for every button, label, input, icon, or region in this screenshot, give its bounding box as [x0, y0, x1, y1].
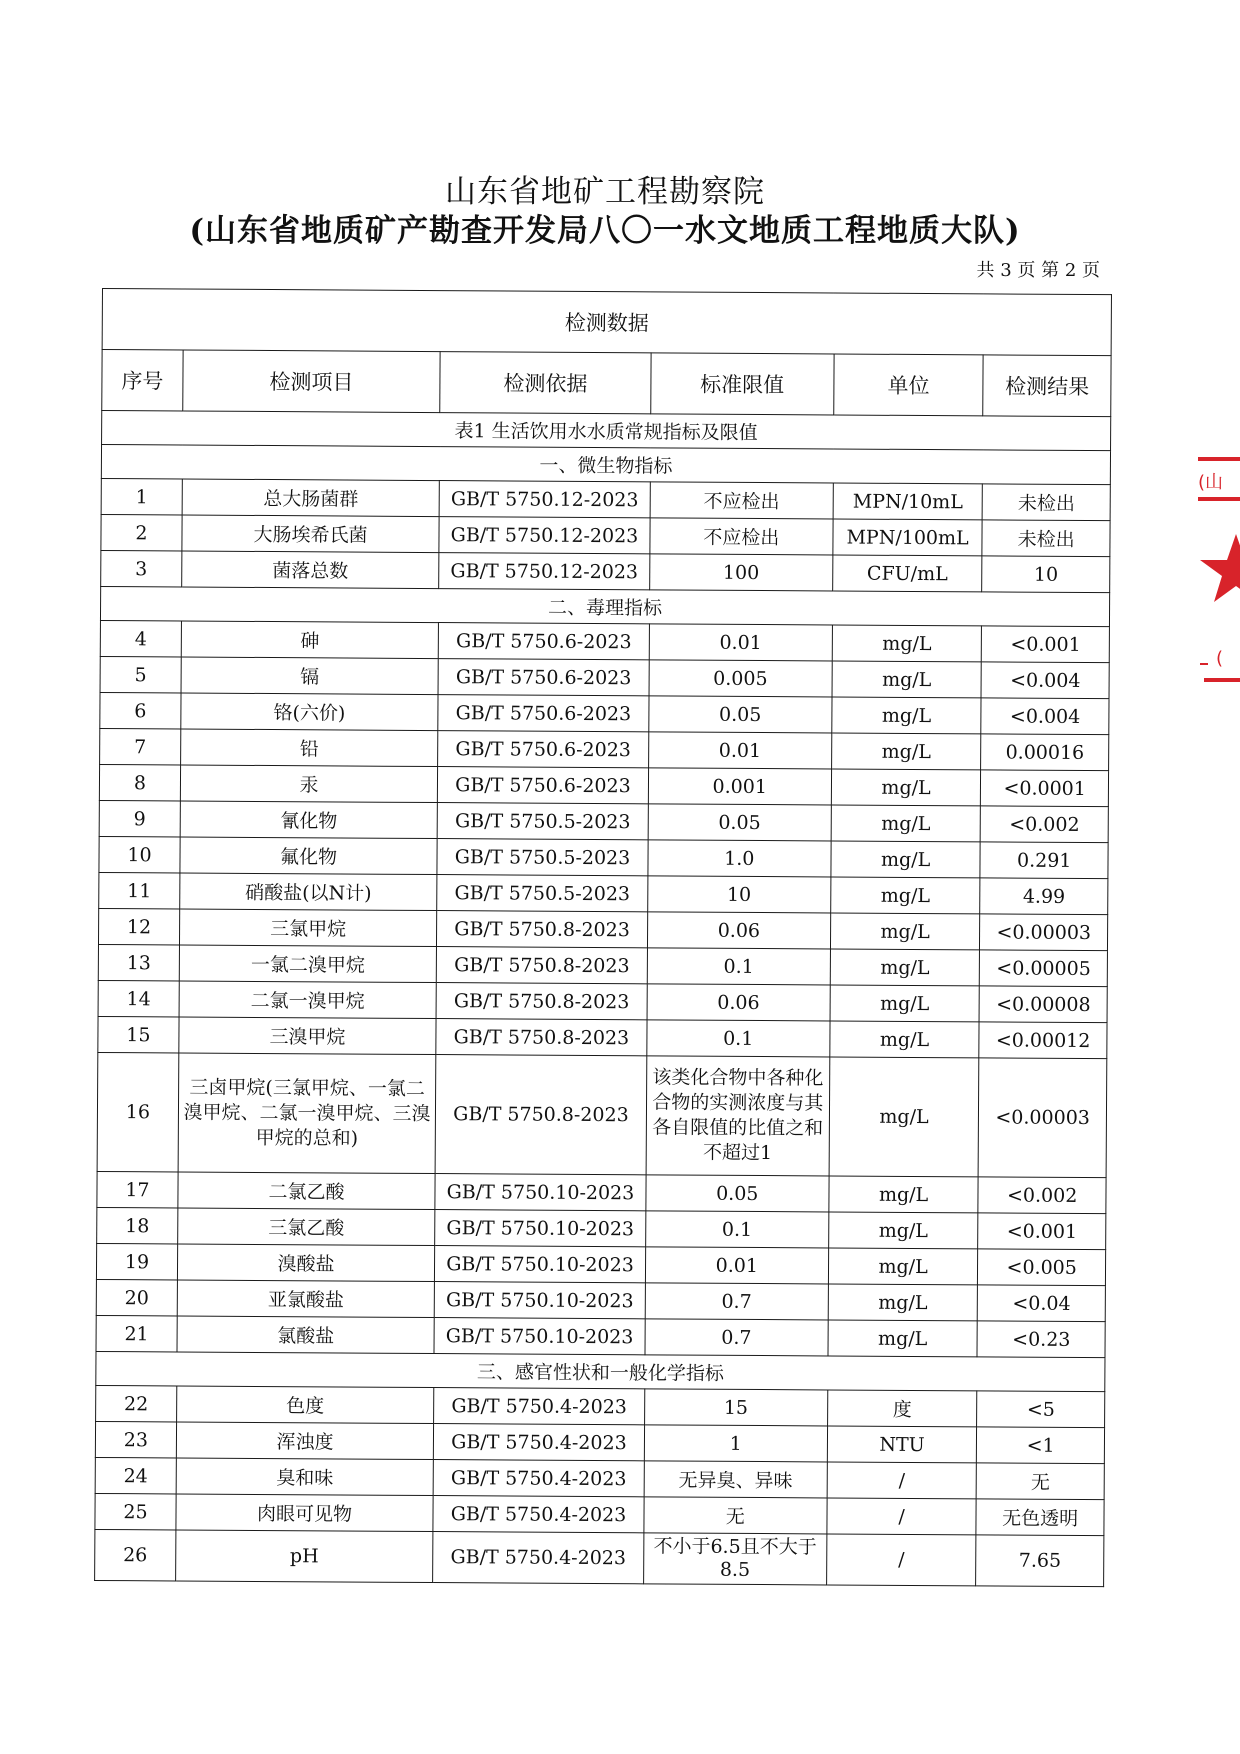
cell-no: 7 [100, 728, 181, 764]
cell-item: 镉 [181, 657, 438, 695]
cell-result: 7.65 [976, 1535, 1104, 1587]
table-row [97, 1171, 1106, 1213]
cell-unit: NTU [827, 1426, 977, 1463]
cell-item: 硝酸盐(以N计) [180, 873, 437, 911]
cell-result: <1 [977, 1427, 1105, 1464]
table-title: 表1 生活饮用水水质常规指标及限值 [102, 411, 1111, 451]
cell-method: GB/T 5750.12-2023 [439, 481, 650, 518]
cell-item: 臭和味 [176, 1458, 433, 1496]
cell-result: <0.004 [981, 698, 1109, 735]
cell-result: 未检出 [983, 484, 1111, 521]
cell-method: GB/T 5750.5-2023 [437, 875, 648, 912]
cell-limit: 0.005 [649, 660, 832, 697]
cell-method: GB/T 5750.4-2023 [434, 1424, 645, 1461]
institute-title: 山东省地矿工程勘察院 [445, 174, 765, 210]
cell-result: 无 [977, 1463, 1105, 1500]
cell-limit: 0.01 [645, 1247, 828, 1284]
cell-item: 二氯一溴甲烷 [179, 981, 436, 1019]
cell-no: 4 [100, 620, 181, 656]
cell-unit: mg/L [828, 1248, 978, 1285]
cell-item: pH [176, 1530, 434, 1583]
cell-no: 25 [95, 1493, 176, 1529]
cell-result: <0.002 [978, 1177, 1106, 1214]
table-row [95, 1421, 1104, 1463]
cell-result: 0.00016 [981, 734, 1109, 771]
table-row [99, 836, 1108, 878]
cell-method: GB/T 5750.4-2023 [433, 1532, 644, 1584]
institute-subtitle: (山东省地质矿产勘查开发局八〇一水文地质工程地质大队) [189, 213, 1021, 249]
cell-result: <0.04 [978, 1285, 1106, 1322]
cell-method: GB/T 5750.12-2023 [439, 517, 650, 554]
table-row [95, 1457, 1104, 1499]
cell-no: 13 [98, 944, 179, 980]
cell-limit: 0.1 [647, 948, 830, 985]
cell-item: 三卤甲烷(三氯甲烷、一氯二溴甲烷、二氯一溴甲烷、三溴甲烷的总和) [178, 1053, 436, 1174]
seal-text-top: (山 [1198, 472, 1224, 493]
cell-result: <0.005 [978, 1249, 1106, 1286]
cell-no: 15 [98, 1016, 179, 1052]
cell-no: 22 [96, 1385, 177, 1421]
cell-no: 16 [97, 1052, 179, 1171]
cell-method: GB/T 5750.10-2023 [435, 1210, 646, 1247]
cell-limit: 0.01 [648, 732, 831, 769]
table-row [99, 872, 1108, 914]
cell-item: 三溴甲烷 [179, 1017, 436, 1055]
cell-method: GB/T 5750.4-2023 [433, 1460, 644, 1497]
cell-result: <0.0001 [981, 770, 1109, 807]
cell-unit: mg/L [828, 1212, 978, 1249]
cell-no: 2 [101, 514, 182, 550]
cell-item: 大肠埃希氏菌 [182, 515, 439, 553]
table-row [96, 1279, 1105, 1321]
cell-method: GB/T 5750.6-2023 [438, 695, 649, 732]
cell-no: 12 [98, 908, 179, 944]
cell-limit: 0.06 [647, 984, 830, 1021]
column-header-method: 检测依据 [440, 352, 651, 414]
cell-item: 肉眼可见物 [176, 1494, 433, 1532]
cell-method: GB/T 5750.10-2023 [435, 1246, 646, 1283]
cell-item: 色度 [177, 1386, 434, 1424]
table-row [101, 514, 1110, 556]
table-row [100, 728, 1109, 770]
cell-no: 1 [101, 478, 182, 514]
cell-result: <0.004 [981, 662, 1109, 699]
cell-unit: MPN/100mL [833, 519, 983, 556]
cell-unit: mg/L [830, 913, 980, 950]
column-header-no: 序号 [102, 350, 183, 411]
cell-no: 20 [96, 1279, 177, 1315]
cell-result: <0.00008 [979, 986, 1107, 1023]
cell-no: 23 [95, 1421, 176, 1457]
cell-limit: 0.06 [647, 912, 830, 949]
cell-method: GB/T 5750.10-2023 [435, 1174, 646, 1211]
seal-stamp-fragment-bottom [1196, 640, 1240, 686]
cell-result: <0.00003 [980, 914, 1108, 951]
cell-method: GB/T 5750.4-2023 [433, 1496, 644, 1533]
cell-limit: 不小于6.5且不大于8.5 [643, 1533, 826, 1585]
cell-method: GB/T 5750.8-2023 [436, 947, 647, 984]
table-row [101, 478, 1110, 520]
cell-item: 氰化物 [180, 801, 437, 839]
cell-unit: mg/L [830, 1021, 980, 1058]
cell-no: 5 [100, 656, 181, 692]
cell-limit: 0.7 [645, 1283, 828, 1320]
cell-no: 10 [99, 836, 180, 872]
cell-result: 4.99 [980, 878, 1108, 915]
table-row [96, 1385, 1105, 1427]
cell-limit: 0.7 [645, 1319, 828, 1356]
cell-unit: / [827, 1462, 977, 1499]
cell-unit: 度 [827, 1390, 977, 1427]
cell-item: 铅 [181, 729, 438, 767]
cell-method: GB/T 5750.8-2023 [437, 911, 648, 948]
cell-unit: MPN/10mL [833, 483, 983, 520]
cell-no: 19 [96, 1243, 177, 1279]
table-row [97, 1052, 1107, 1177]
cell-method: GB/T 5750.10-2023 [434, 1282, 645, 1319]
cell-result: <0.001 [982, 626, 1110, 663]
cell-unit: mg/L [831, 769, 981, 806]
table-row [99, 764, 1108, 806]
cell-result: <0.00005 [980, 950, 1108, 987]
cell-item: 浑浊度 [176, 1422, 433, 1460]
cell-method: GB/T 5750.8-2023 [436, 983, 647, 1020]
cell-limit: 10 [648, 876, 831, 913]
cell-result: 无色透明 [976, 1499, 1104, 1536]
cell-limit: 0.05 [648, 804, 831, 841]
cell-limit: 0.001 [648, 768, 831, 805]
seal-stamp-fragment-top [1196, 455, 1240, 503]
cell-result: 未检出 [982, 520, 1110, 557]
cell-unit: / [827, 1498, 977, 1535]
cell-method: GB/T 5750.8-2023 [435, 1055, 646, 1175]
cell-result: <0.002 [981, 806, 1109, 843]
table-header-row [102, 350, 1111, 417]
cell-unit: mg/L [831, 805, 981, 842]
table-row [96, 1315, 1105, 1357]
cell-item: 氯酸盐 [177, 1316, 434, 1354]
cell-result: <0.00003 [979, 1058, 1107, 1178]
cell-unit: mg/L [831, 733, 981, 770]
cell-unit: mg/L [829, 1176, 979, 1213]
cell-unit: mg/L [829, 1057, 979, 1177]
column-header-result: 检测结果 [983, 355, 1111, 417]
cell-method: GB/T 5750.6-2023 [438, 731, 649, 768]
cell-item: 汞 [180, 765, 437, 803]
cell-no: 11 [99, 872, 180, 908]
cell-limit: 0.1 [647, 1020, 830, 1057]
cell-unit: mg/L [832, 625, 982, 662]
cell-unit: mg/L [832, 697, 982, 734]
cell-no: 8 [99, 764, 180, 800]
column-header-unit: 单位 [834, 354, 984, 416]
section-title: 三、感官性状和一般化学指标 [96, 1351, 1105, 1391]
cell-item: 三氯甲烷 [179, 909, 436, 947]
table-row [98, 908, 1107, 950]
section-title: 一、微生物指标 [101, 445, 1110, 485]
cell-result: <0.00012 [979, 1022, 1107, 1059]
cell-item: 菌落总数 [182, 551, 439, 589]
cell-no: 26 [95, 1529, 176, 1580]
cell-unit: mg/L [832, 661, 982, 698]
cell-limit: 无异臭、异味 [644, 1461, 827, 1498]
seal-star-icon [1196, 530, 1240, 610]
cell-no: 21 [96, 1315, 177, 1351]
cell-item: 总大肠菌群 [182, 479, 439, 517]
column-header-limit: 标准限值 [651, 353, 834, 415]
cell-unit: mg/L [828, 1284, 978, 1321]
page-number: 共 3 页 第 2 页 [976, 260, 1100, 281]
table-row [95, 1529, 1104, 1586]
table-row [100, 692, 1109, 734]
cell-method: GB/T 5750.6-2023 [438, 623, 649, 660]
table-row [100, 656, 1109, 698]
table-row [98, 1016, 1107, 1058]
table-row [96, 1243, 1105, 1285]
cell-limit: 15 [644, 1389, 827, 1426]
cell-result: <0.001 [978, 1213, 1106, 1250]
cell-unit: mg/L [831, 841, 981, 878]
test-data-table [94, 288, 1112, 1587]
cell-item: 氟化物 [180, 837, 437, 875]
cell-result: 0.291 [980, 842, 1108, 879]
cell-unit: mg/L [830, 877, 980, 914]
table-row [95, 1493, 1104, 1535]
cell-method: GB/T 5750.8-2023 [436, 1019, 647, 1056]
cell-unit: CFU/mL [832, 555, 982, 592]
cell-item: 亚氯酸盐 [177, 1280, 434, 1318]
cell-limit: 1 [644, 1425, 827, 1462]
cell-limit: 0.1 [645, 1211, 828, 1248]
cell-method: GB/T 5750.5-2023 [437, 803, 648, 840]
cell-method: GB/T 5750.12-2023 [439, 553, 650, 590]
seal-stamp-star [1196, 530, 1240, 610]
cell-limit: 100 [649, 554, 832, 591]
cell-result: <0.23 [977, 1321, 1105, 1358]
table-row [99, 800, 1108, 842]
section-title: 二、毒理指标 [100, 586, 1109, 626]
cell-item: 铬(六价) [181, 693, 438, 731]
cell-unit: mg/L [830, 949, 980, 986]
cell-no: 9 [99, 800, 180, 836]
cell-result: <5 [977, 1391, 1105, 1428]
cell-method: GB/T 5750.6-2023 [438, 659, 649, 696]
cell-method: GB/T 5750.6-2023 [438, 767, 649, 804]
seal-text-bottom: ( [1216, 648, 1224, 669]
cell-method: GB/T 5750.4-2023 [434, 1388, 645, 1425]
cell-result: 10 [982, 556, 1110, 593]
cell-limit: 无 [644, 1497, 827, 1534]
cell-no: 18 [97, 1207, 178, 1243]
cell-item: 二氯乙酸 [178, 1172, 435, 1210]
table-caption-row [102, 289, 1111, 356]
cell-unit: mg/L [828, 1320, 978, 1357]
table-row [101, 550, 1110, 592]
cell-limit: 0.05 [646, 1175, 829, 1212]
cell-limit: 1.0 [648, 840, 831, 877]
table-row [98, 944, 1107, 986]
cell-limit: 该类化合物中各种化合物的实测浓度与其各自限值的比值之和不超过1 [646, 1056, 830, 1176]
table-body [95, 289, 1112, 1587]
table-row [97, 1207, 1106, 1249]
cell-item: 一氯二溴甲烷 [179, 945, 436, 983]
cell-no: 6 [100, 692, 181, 728]
cell-limit: 不应检出 [650, 482, 833, 519]
cell-no: 17 [97, 1171, 178, 1207]
cell-no: 24 [95, 1457, 176, 1493]
cell-unit: mg/L [830, 985, 980, 1022]
column-header-item: 检测项目 [183, 350, 441, 413]
cell-item: 三氯乙酸 [178, 1208, 435, 1246]
cell-method: GB/T 5750.5-2023 [437, 839, 648, 876]
cell-limit: 0.05 [649, 696, 832, 733]
cell-no: 3 [101, 550, 182, 586]
table-row [100, 620, 1109, 662]
cell-unit: / [826, 1534, 976, 1586]
cell-item: 砷 [181, 621, 438, 659]
cell-method: GB/T 5750.10-2023 [434, 1318, 645, 1355]
table-row [98, 980, 1107, 1022]
table-caption: 检测数据 [102, 289, 1111, 356]
cell-limit: 0.01 [649, 624, 832, 661]
cell-item: 溴酸盐 [177, 1244, 434, 1282]
cell-no: 14 [98, 980, 179, 1016]
cell-limit: 不应检出 [650, 518, 833, 555]
